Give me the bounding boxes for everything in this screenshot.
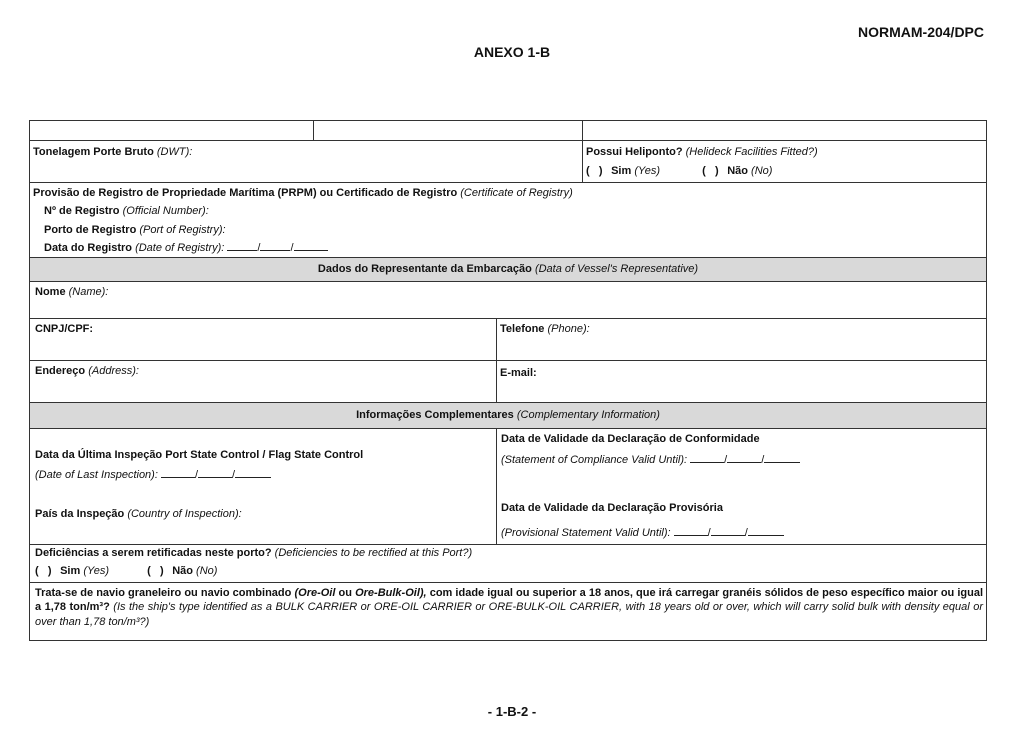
registry-field [30, 183, 986, 257]
deficiencies-yes-checkbox[interactable]: ( ) [35, 565, 52, 578]
deficiencies-label-en: (Deficiencies to be rectified at this Port?) [274, 547, 473, 559]
deficiencies-no-checkbox[interactable]: ( ) [147, 565, 164, 578]
blank-cell-2[interactable] [313, 121, 582, 140]
helideck-field [582, 141, 986, 182]
provisional-label-en: (Provisional Statement Valid Until): [501, 527, 671, 540]
page-number: - 1-B-2 - [487, 704, 537, 719]
deficiencies-label: Deficiências a serem retificadas neste porto? [35, 547, 272, 559]
name-row [29, 282, 987, 319]
dwt-helideck-row [29, 141, 987, 183]
inspection-left-cell [30, 429, 496, 544]
registry-date-month[interactable] [260, 241, 290, 251]
provisional-label: Data de Validade da Declaração Provisória [501, 502, 723, 514]
bulk-question-part1: Trata-se de navio graneleiro ou navio combinado [35, 587, 292, 599]
deficiencies-yes-label: Sim [60, 565, 81, 578]
provisional-month[interactable] [711, 526, 745, 536]
cnpj-label: CNPJ/CPF: [35, 323, 94, 335]
deficiencies-yes-label-en: (Yes) [83, 565, 109, 578]
address-field[interactable] [30, 361, 496, 402]
provisional-year[interactable] [748, 526, 784, 536]
inspection-row [29, 429, 987, 545]
compliance-month[interactable] [727, 453, 761, 463]
dwt-field[interactable] [30, 141, 582, 182]
inspection-country-label: País da Inspeção [35, 508, 125, 520]
registry-port-label-en: (Port of Registry): [139, 223, 226, 236]
phone-label: Telefone [500, 323, 545, 335]
bulk-question-or: ou [338, 587, 352, 599]
registry-date-label: Data do Registro [44, 241, 133, 254]
blank-row [29, 120, 987, 141]
representative-section-title: Dados do Representante da Embarcação [317, 263, 532, 275]
helideck-yes-checkbox[interactable]: ( ) [586, 165, 603, 178]
registry-port-field[interactable] [33, 223, 983, 237]
name-field[interactable] [30, 282, 986, 318]
last-inspection-year[interactable] [235, 468, 271, 478]
date-separator: / [257, 241, 261, 254]
deficiencies-no-label-en: (No) [196, 565, 218, 578]
registry-title-en: (Certificate of Registry) [460, 187, 573, 199]
email-label: E-mail: [500, 367, 537, 379]
address-email-row [29, 361, 987, 403]
date-separator: / [707, 527, 711, 540]
last-inspection-field[interactable] [35, 448, 493, 483]
bulk-question-en: (Is the ship's type identified as a BULK CARRIER or ORE-OIL CARRIER or ORE-BULK-OIL CARRIER, with 18 years old or over, which will carry solid bulk with density equal or over than 1,78 ton/m³?) [35, 601, 983, 628]
cnpj-phone-row [29, 319, 987, 361]
provisional-validity-field[interactable] [501, 501, 983, 541]
compliance-label-en: (Statement of Compliance Valid Until): [501, 454, 688, 467]
bulk-carrier-row [29, 583, 987, 641]
provisional-day[interactable] [674, 526, 708, 536]
inspection-right-cell [496, 429, 986, 544]
helideck-no-checkbox[interactable]: ( ) [702, 165, 719, 178]
registry-number-field[interactable] [33, 204, 983, 218]
compliance-label: Data de Validade da Declaração de Conformidade [501, 433, 760, 445]
date-separator: / [194, 469, 199, 482]
dwt-label: Tonelagem Porte Bruto [33, 146, 154, 158]
cnpj-field[interactable] [30, 319, 496, 360]
registry-number-label-en: (Official Number): [122, 205, 209, 218]
complementary-section-title: Informações Complementares [356, 409, 514, 421]
email-field[interactable] [496, 361, 986, 402]
date-separator: / [232, 469, 236, 482]
deficiencies-no-label: Não [172, 565, 193, 578]
compliance-year[interactable] [764, 453, 800, 463]
blank-cell-3[interactable] [582, 121, 986, 140]
helideck-yes-label: Sim [611, 165, 632, 178]
vessel-form [29, 120, 987, 641]
bulk-question-ore-bulk-oil: Ore-Bulk-Oil), [355, 587, 427, 599]
helideck-no-label: Não [727, 165, 748, 178]
representative-section-header [29, 258, 987, 282]
registry-date-field[interactable] [33, 241, 983, 255]
dwt-label-en: (DWT): [156, 146, 193, 158]
date-separator: / [724, 454, 728, 467]
annex-title: ANEXO 1-B [473, 44, 551, 60]
inspection-country-field[interactable] [35, 507, 493, 521]
phone-field[interactable] [496, 319, 986, 360]
registry-date-day[interactable] [227, 241, 257, 251]
last-inspection-month[interactable] [198, 468, 232, 478]
helideck-yes-label-en: (Yes) [634, 165, 660, 178]
representative-section-title-en: (Data of Vessel's Representative) [534, 263, 699, 275]
date-separator: / [744, 527, 748, 540]
blank-cell-1[interactable] [30, 121, 313, 140]
phone-label-en: (Phone): [547, 323, 590, 335]
deficiencies-row [29, 545, 987, 583]
address-label-en: (Address): [88, 365, 139, 377]
helideck-label: Possui Heliponto? [586, 146, 683, 158]
registry-row [29, 183, 987, 258]
bulk-carrier-field[interactable] [30, 583, 986, 640]
last-inspection-label-en: (Date of Last Inspection): [35, 469, 158, 482]
registry-date-label-en: (Date of Registry): [135, 241, 225, 254]
helideck-no-label-en: (No) [751, 165, 773, 178]
compliance-validity-field[interactable] [501, 432, 983, 468]
bulk-question-ore-oil: (Ore-Oil [294, 587, 336, 599]
registry-date-year[interactable] [294, 241, 328, 251]
name-label: Nome [35, 286, 66, 298]
inspection-country-label-en: (Country of Inspection): [127, 508, 242, 520]
registry-title: Provisão de Registro de Propriedade Marítima (PRPM) ou Certificado de Registro [33, 187, 458, 199]
address-label: Endereço [35, 365, 86, 377]
helideck-label-en: (Helideck Facilities Fitted?) [685, 146, 818, 158]
last-inspection-day[interactable] [161, 468, 195, 478]
date-separator: / [290, 241, 294, 254]
bulk-question-part2: com idade igual ou superior a 18 anos, que irá carregar granéis sólidos de peso específico maior ou igual a 1,78 ton/m³? [35, 587, 984, 614]
registry-number-label: Nº de Registro [44, 205, 120, 218]
deficiencies-field [30, 545, 986, 582]
date-separator: / [761, 454, 765, 467]
name-label-en: (Name): [68, 286, 109, 298]
last-inspection-label: Data da Última Inspeção Port State Control / Flag State Control [35, 449, 364, 461]
complementary-section-title-en: (Complementary Information) [516, 409, 660, 421]
document-code: NORMAM-204/DPC [857, 24, 984, 40]
complementary-section-header [29, 403, 987, 429]
registry-port-label: Porto de Registro [44, 223, 137, 236]
compliance-day[interactable] [690, 453, 724, 463]
